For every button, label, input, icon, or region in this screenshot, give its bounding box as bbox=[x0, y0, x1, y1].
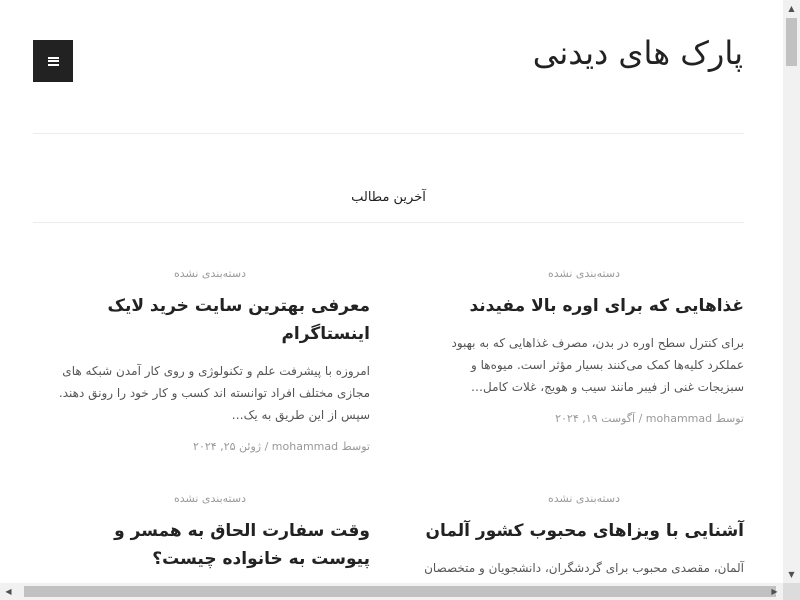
scroll-down-arrow-icon[interactable]: ▼ bbox=[788, 570, 795, 579]
scroll-left-arrow-icon[interactable]: ◀ bbox=[5, 587, 12, 596]
post-card bbox=[424, 492, 744, 579]
horizontal-scroll-thumb[interactable] bbox=[24, 586, 776, 597]
header-divider bbox=[33, 133, 744, 134]
post-title-link[interactable]: آشنایی با ویزاهای محبوب کشور آلمان bbox=[425, 521, 744, 541]
section-title: آخرین مطالب bbox=[351, 190, 426, 205]
post-excerpt: آلمان، مقصدی محبوب برای گردشگران، دانشجویان و متخصصان bbox=[424, 561, 744, 575]
post-category-link[interactable]: دسته‌بندی نشده bbox=[173, 267, 246, 280]
post-meta: توسط mohammad / آگوست ۱۹, ۲۰۲۴ bbox=[555, 412, 744, 425]
post-category-link[interactable]: دسته‌بندی نشده bbox=[547, 492, 620, 505]
post-title-link[interactable]: غذاهایی که برای اوره بالا مفیدند bbox=[469, 296, 744, 316]
post-card bbox=[424, 267, 744, 425]
site-title[interactable]: پارک های دیدنی bbox=[532, 34, 743, 72]
post-title-link[interactable]: وقت سفارت الحاق به همسر و پیوست به خانواده چیست؟ bbox=[114, 521, 370, 569]
post-card bbox=[50, 492, 370, 573]
scrollbar-corner bbox=[783, 583, 800, 600]
menu-toggle-button[interactable] bbox=[33, 40, 73, 82]
vertical-scrollbar[interactable] bbox=[783, 0, 800, 583]
horizontal-scrollbar[interactable] bbox=[0, 583, 783, 600]
scroll-up-arrow-icon[interactable]: ▲ bbox=[788, 4, 795, 13]
section-divider bbox=[33, 222, 744, 223]
post-category-link[interactable]: دسته‌بندی نشده bbox=[547, 267, 620, 280]
post-excerpt: برای کنترل سطح اوره در بدن، مصرف غذاهایی که به بهبود عملکرد کلیه‌ها کمک می‌کنند بسیار مؤثر است. میوه‌ها و سبزیجات غنی از فیبر مانند سیب و هویج، غلات کامل… bbox=[451, 336, 744, 394]
hamburger-icon bbox=[48, 57, 59, 66]
post-category-link[interactable]: دسته‌بندی نشده bbox=[173, 492, 246, 505]
post-excerpt: امروزه با پیشرفت علم و تکنولوژی و روی کار آمدن شبکه های مجازی مختلف افراد توانسته اند کسب و کار خود را رونق دهند. سپس از این طریق به یک… bbox=[58, 364, 370, 422]
post-card bbox=[50, 267, 370, 453]
post-meta: توسط mohammad / ژوئن ۲۵, ۲۰۲۴ bbox=[193, 440, 370, 453]
post-title-link[interactable]: معرفی بهترین سایت خرید لایک اینستاگرام bbox=[107, 296, 370, 344]
vertical-scroll-thumb[interactable] bbox=[786, 18, 797, 66]
scroll-right-arrow-icon[interactable]: ▶ bbox=[771, 587, 778, 596]
